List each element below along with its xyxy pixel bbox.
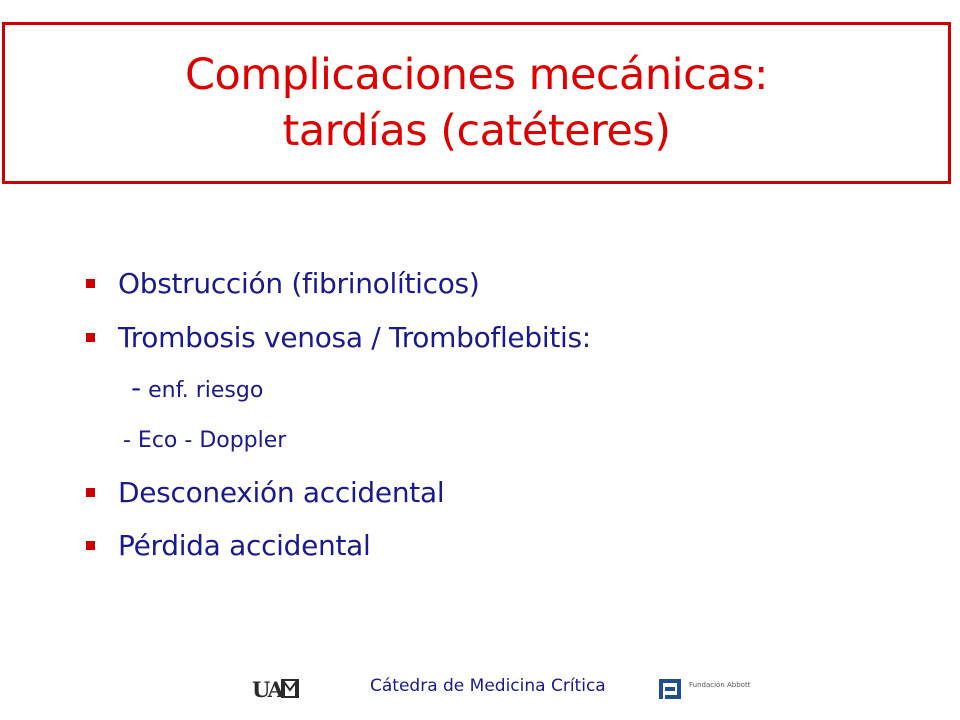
sub-item-text: enf. riesgo	[141, 378, 264, 403]
bullet-text: Desconexión accidental	[118, 476, 445, 509]
bullet-item	[86, 529, 371, 562]
uam-logo-icon	[252, 676, 300, 702]
bullet-text: Obstrucción (fibrinolíticos)	[118, 267, 480, 300]
slide-title-line-1: Complicaciones mecánicas:	[185, 50, 768, 100]
slide-title-line-2: tardías (catéteres)	[282, 106, 671, 156]
abbott-logo-text: Fundación Abbott	[689, 681, 751, 689]
square-bullet-icon	[86, 333, 95, 342]
svg-text:UA: UA	[252, 677, 282, 702]
bullet-item	[86, 321, 591, 354]
bullet-text: Trombosis venosa / Tromboflebitis:	[118, 321, 591, 354]
sub-item-dash: -	[131, 371, 142, 404]
sub-item-risk	[131, 371, 263, 404]
sub-item-doppler: - Eco - Doppler	[123, 428, 287, 453]
footer-text: Cátedra de Medicina Crítica	[370, 676, 606, 696]
square-bullet-icon	[86, 279, 95, 288]
bullet-item	[86, 476, 444, 509]
square-bullet-icon	[86, 541, 95, 550]
bullet-text: Pérdida accidental	[118, 529, 371, 562]
bullet-item	[86, 267, 479, 300]
title-box	[2, 22, 951, 184]
square-bullet-icon	[86, 488, 95, 497]
abbott-logo-icon	[657, 676, 683, 702]
